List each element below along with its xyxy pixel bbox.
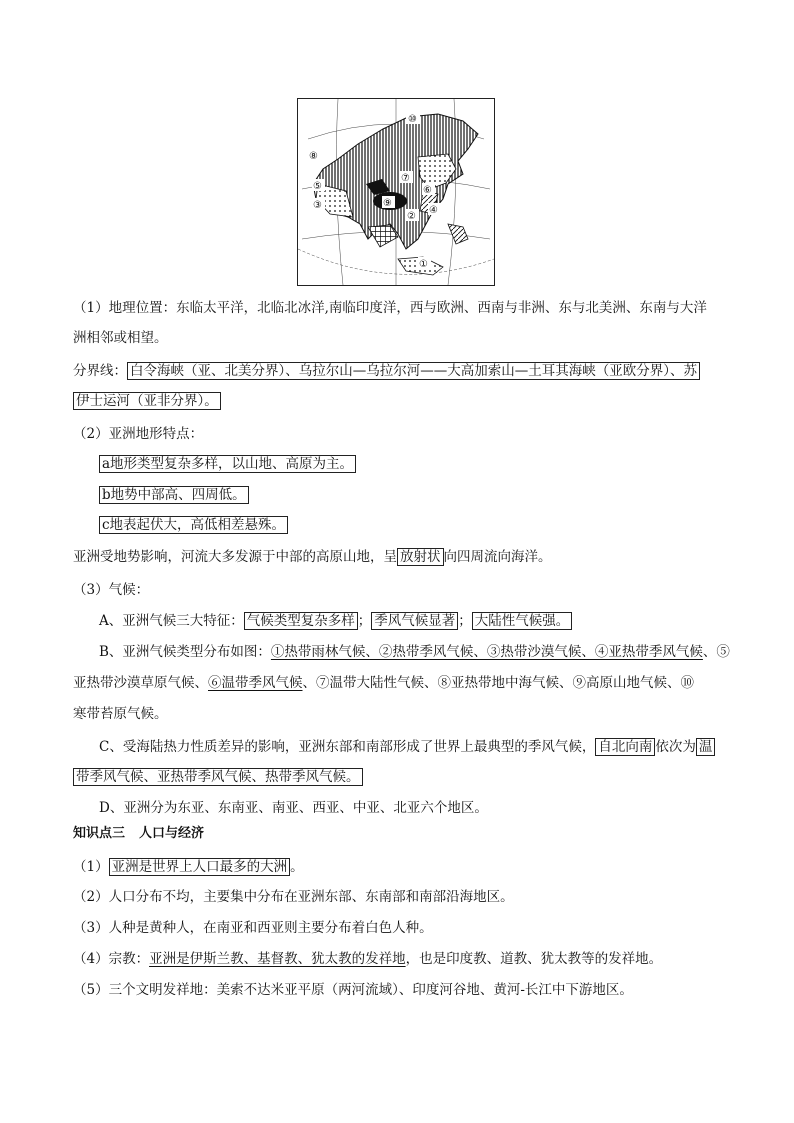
marker-8: ⑧ [309,151,318,162]
climate-b-line-3: 寒带苔原气候。 [73,706,168,722]
marker-2: ② [407,211,416,222]
pop-4-pre: （4）宗教： [73,951,150,967]
climate-c-mid: 依次为 [655,739,696,755]
marker-6: ⑥ [423,185,432,196]
climate-a-line [99,611,572,631]
terrain-c-text: c地表起伏大，高低相差悬殊。 [99,516,288,534]
pop-1-post: 。 [290,859,304,875]
rivers-box: 放射状 [397,548,444,566]
population-item-3: （3）人种是黄种人，在南亚和西亚则主要分布着白色人种。 [73,920,433,936]
location-line-1: （1）地理位置：东临太平洋，北临北冰洋,南临印度洋，西与欧洲、西南与非洲、东与北美洲、东南与大洋 [73,300,707,316]
population-item-5: （5）三个文明发祥地：美索不达米亚平原（两河流域）、印度河谷地、黄河-长江中下游地区。 [73,982,633,998]
terrain-title: （2）亚洲地形特点： [73,426,204,442]
population-item-4 [73,949,662,969]
climate-c-line-2 [73,767,363,787]
marker-10: ⑩ [408,114,417,125]
rivers-line [73,547,552,567]
climate-c-pre: C、受海陆热力性质差异的影响，亚洲东部和南部形成了世界上最典型的季风气候， [99,739,596,755]
section-title: 人口与经济 [139,826,205,841]
marker-3: ③ [313,200,322,211]
climate-d-line: D、亚洲分为东亚、东南亚、南亚、西亚、中亚、北亚六个地区。 [99,800,488,816]
pop-4-underlined: 亚洲是伊斯兰教、基督教、犹太教的发祥地 [149,951,406,967]
boundary-line-1 [73,361,700,381]
population-item-1 [73,857,304,877]
climate-a-pre: A、亚洲气候三大特征： [99,613,244,629]
location-line-2: 洲相邻或相望。 [73,330,168,346]
climate-c-box-2: 温 [696,738,716,756]
climate-c-box-3: 带季风气候、亚热带季风气候、热带季风气候。 [73,768,363,786]
pop-1-pre: （1） [73,859,109,875]
climate-a-sep-1: ； [357,613,372,629]
terrain-item-a [99,454,356,474]
climate-b-line-2 [73,673,694,693]
marker-7: ⑦ [401,173,410,184]
climate-a-box-3: 大陆性气候强。 [472,612,573,630]
terrain-item-c [99,515,288,535]
section-heading [73,824,204,844]
marker-9: ⑨ [383,198,392,209]
climate-b2-underlined: ⑥温带季风气候 [208,675,303,691]
asia-climate-map [297,98,495,286]
climate-title: （3）气候： [73,582,150,598]
climate-b2-post: 、⑦温带大陆性气候、⑧亚热带地中海气候、⑨高原山地气候、⑩ [302,675,694,691]
asia-map-drawing [298,99,494,285]
rivers-post: 向四周流向海洋。 [443,549,552,565]
terrain-item-b [99,485,249,505]
climate-a-sep-2: ； [458,613,472,629]
rivers-pre: 亚洲受地势影响，河流大多发源于中部的高原山地，呈 [73,549,397,565]
population-item-2: （2）人口分布不均，主要集中分布在亚洲东部、东南部和南部沿海地区。 [73,889,514,905]
boundary-text-2: 伊士运河（亚非分界）。 [73,392,221,410]
climate-b-pre: B、亚洲气候类型分布如图： [99,644,271,660]
section-label: 知识点三 [73,826,126,841]
marker-4: ④ [429,205,438,216]
marker-1: ① [419,259,428,270]
boundary-line-2 [73,391,221,411]
climate-a-box-2: 季风气候显著 [371,612,458,630]
boundary-label: 分界线： [73,363,127,379]
terrain-b-text: b地势中部高、四周低。 [99,486,249,504]
climate-a-box-1: 气候类型复杂多样 [244,612,358,630]
boundary-text-1: 白令海峡（亚、北美分界）、乌拉尔山—乌拉尔河——大高加索山—土耳其海峡（亚欧分界）、苏 [127,362,700,380]
marker-5: ⑤ [313,181,322,192]
climate-b2-pre: 亚热带沙漠草原气候、 [73,675,208,691]
climate-c-box-1: 自北向南 [595,738,655,756]
climate-b-post: 、⑤ [702,644,730,660]
climate-c-line-1 [99,737,715,757]
terrain-a-text: a地形类型复杂多样，以山地、高原为主。 [99,455,356,473]
pop-1-box: 亚洲是世界上人口最多的大洲 [109,858,291,876]
climate-b-underlined: ①热带雨林气候、②热带季风气候、③热带沙漠气候、④亚热带季风气候 [270,644,703,660]
pop-4-post: ，也是印度教、道教、犹太教等的发祥地。 [405,951,663,967]
climate-b-line-1 [99,642,730,662]
